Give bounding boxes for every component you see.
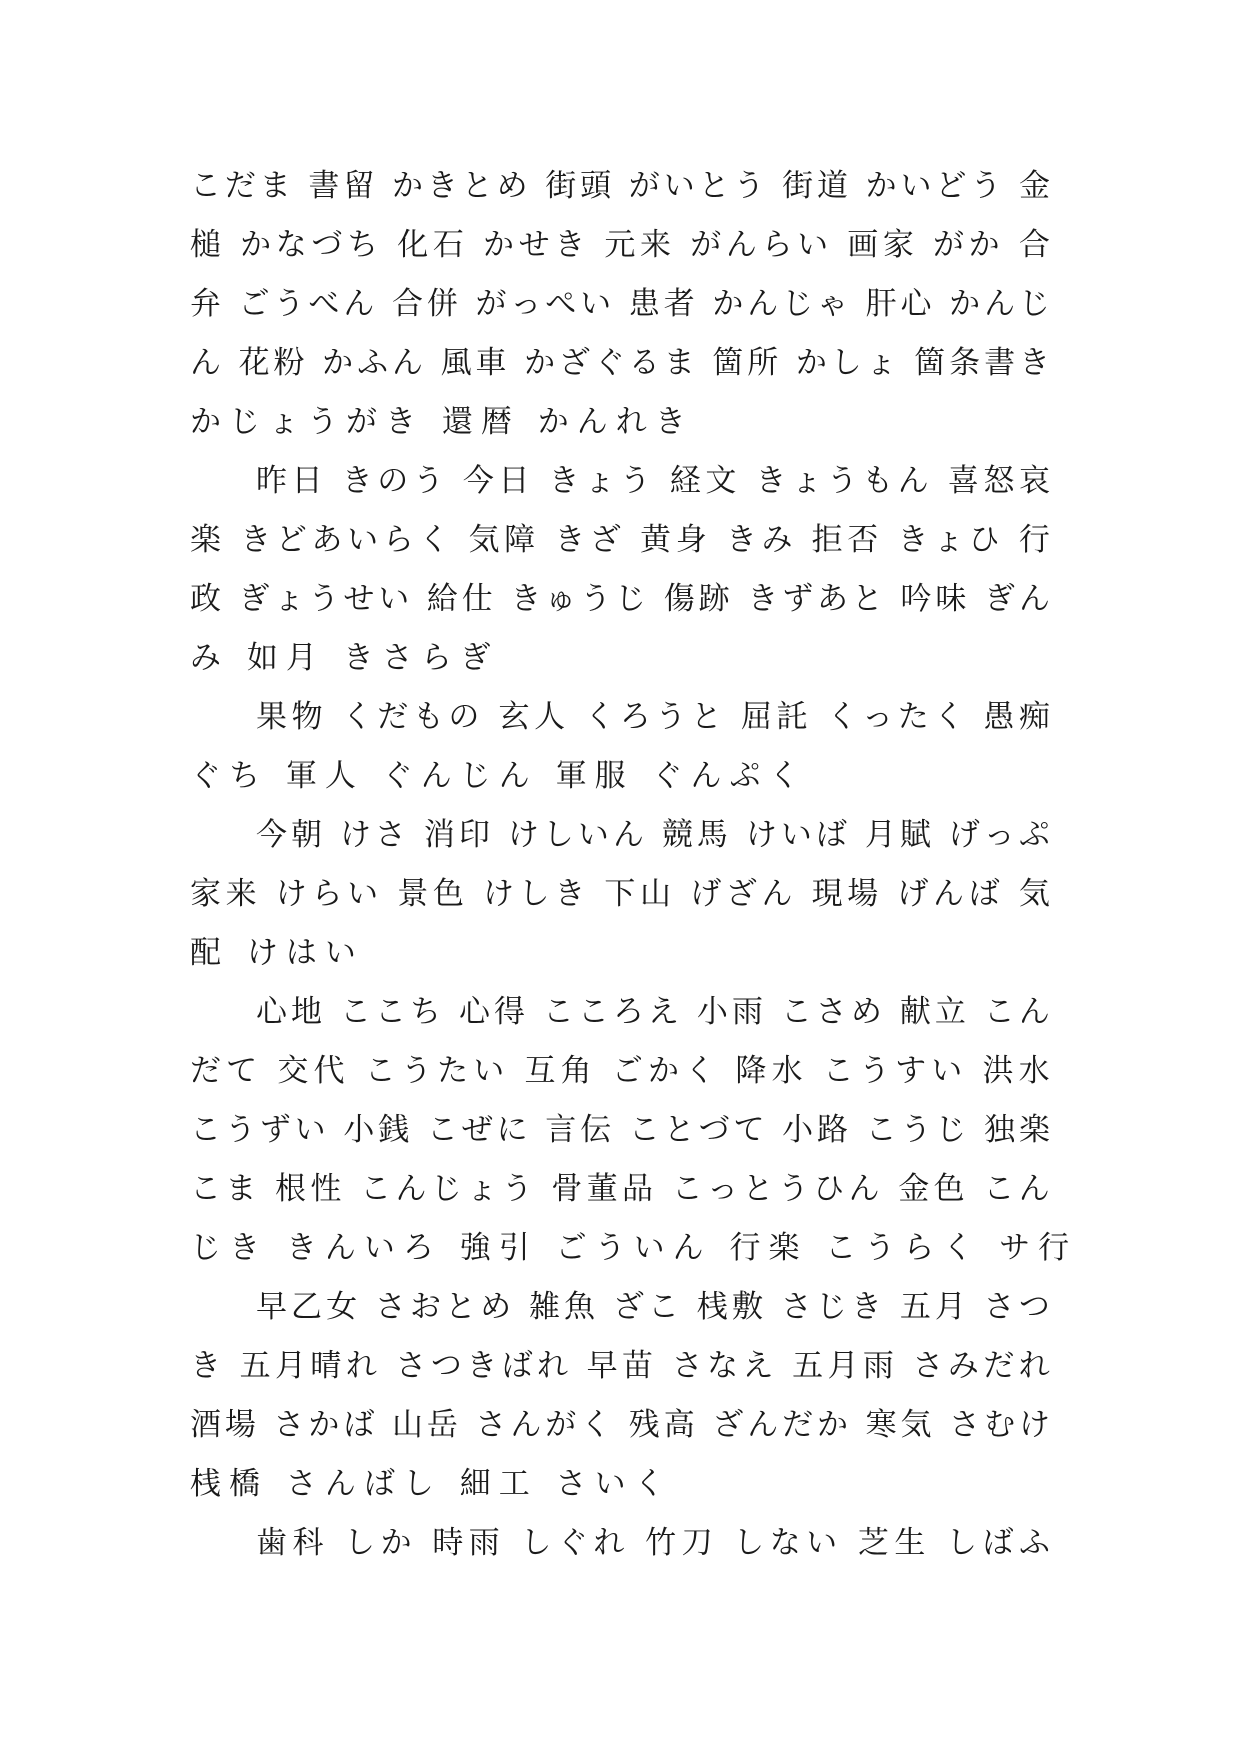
text-line: 弁 ご う べ ん 合 併 が っ ぺ い 患 者 か ん じ ゃ 肝 心 か ん じ [190,286,1050,322]
text-line: 楽 き ど あ い ら く 気 障 き ざ 黄 身 き み 拒 否 き ょ ひ 行 [190,522,1050,558]
text-line: 桟 橋 さ ん ば し 細 工 さ い く [190,1466,665,1502]
text-line: こ う ず い 小 銭 こ ぜ に 言 伝 こ と づ て 小 路 こ う じ 独 楽 [190,1112,1050,1148]
text-line: 槌 か な づ ち 化 石 か せ き 元 来 が ん ら い 画 家 が か 合 [190,227,1050,263]
text-line: 心 地 こ こ ち 心 得 こ こ ろ え 小 雨 こ さ め 献 立 こ ん [256,994,1050,1030]
text-line: こ ま 根 性 こ ん じ ょ う 骨 董 品 こ っ と う ひ ん 金 色 こ ん [190,1171,1050,1207]
text-line: 政 ぎ ょ う せ い 給 仕 き ゅ う じ 傷 跡 き ず あ と 吟 味 ぎ ん [190,581,1050,617]
text-line: じ き き ん い ろ 強 引 ご う い ん 行 楽 こ う ら く サ 行 [190,1230,1070,1266]
text-line: 早 乙 女 さ お と め 雑 魚 ざ こ 桟 敷 さ じ き 五 月 さ つ [256,1289,1050,1325]
text-line: か じ ょ う が き 還 暦 か ん れ き [190,404,686,440]
text-line: き 五 月 晴 れ さ つ き ば れ 早 苗 さ な え 五 月 雨 さ み だ れ [190,1348,1050,1384]
text-line: 果 物 く だ も の 玄 人 く ろ う と 屈 託 く っ た く 愚 痴 [256,699,1050,735]
text-line: 今 朝 け さ 消 印 け し い ん 競 馬 け い ば 月 賦 げ っ ぷ [256,817,1050,853]
text-line: 家 来 け ら い 景 色 け し き 下 山 げ ざ ん 現 場 げ ん ば 気 [190,876,1050,912]
text-line: ん 花 粉 か ふ ん 風 車 か ざ ぐ る ま 箇 所 か し ょ 箇 条 書 き [190,345,1050,381]
text-line: み 如 月 き さ ら ぎ [190,640,491,676]
text-line: 歯 科 し か 時 雨 し ぐ れ 竹 刀 し な い 芝 生 し ば ふ [256,1525,1050,1561]
text-line: ぐ ち 軍 人 ぐ ん じ ん 軍 服 ぐ ん ぷ く [190,758,800,794]
text-line: 酒 場 さ か ば 山 岳 さ ん が く 残 高 ざ ん だ か 寒 気 さ む け [190,1407,1050,1443]
text-line: 配 け は い [190,935,356,971]
vocabulary-text [190,157,1070,1573]
text-line: だ て 交 代 こ う た い 互 角 ご か く 降 水 こ う す い 洪 水 [190,1053,1050,1089]
text-line: こ だ ま 書 留 か き と め 街 頭 が い と う 街 道 か い ど う 金 [190,168,1050,204]
text-line: 昨 日 き の う 今 日 き ょ う 経 文 き ょ う も ん 喜 怒 哀 [256,463,1050,499]
